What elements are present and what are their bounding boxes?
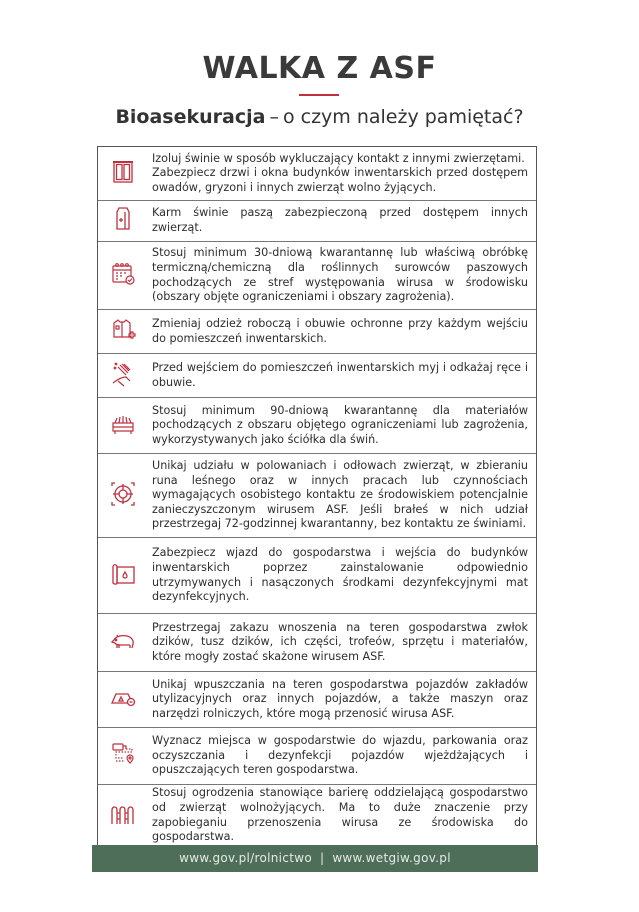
- rule-text: Wyznacz miejsca w gospodarstwie do wjazdu, parkowania oraz oczyszczania i dezynfekcji pojazdów wjeżdżających i opuszczających teren gospodarstwa.: [152, 734, 528, 777]
- rule-row: [98, 672, 536, 728]
- rule-text: Przestrzegaj zakazu wnoszenia na teren gospodarstwa zwłok dzików, tusz dzików, ich części, trofeów, sprzętu i materiałów, które mogły zostać skażone wirusem ASF.: [152, 620, 528, 663]
- rule-row: [98, 728, 536, 785]
- rule-text: Zabezpiecz wjazd do gospodarstwa i wejścia do budynków inwentarskich poprzez zainstalowanie odpowiednio utrzymywanych i nasączonych środkami dezynfekcyjnymi mat dezynfekcyjnych.: [152, 546, 528, 604]
- rule-row: [98, 201, 536, 242]
- protective-clothing-icon: [110, 317, 136, 347]
- disinfection-mat-icon: [110, 561, 136, 591]
- rule-text: Zabezpiecz drzwi i okna budynków inwentarskich przed dostępem owadów, gryzoni i innych zwierząt wolno żyjących.: [152, 166, 528, 194]
- footer-separator: |: [319, 851, 325, 865]
- rule-row: [98, 147, 536, 201]
- rule-row: [98, 454, 536, 538]
- feed-bag-icon: [110, 206, 136, 236]
- rule-text: Unikaj udziału w polowaniach i odłowach zwierząt, w zbieraniu runa leśnego oraz w innych pracach lub czynnościach wymagających osobistego kontaktu ze środowiskiem potencjalnie zanieczyszczonym wirusem ASF. Jeśli brałeś w nich udział przestrzegaj 72-godzinnej kwarantanny, bez kontaktu ze świniami.: [152, 459, 528, 531]
- title-divider: [299, 94, 339, 96]
- rule-text: Przed wejściem do pomieszczeń inwentarskich myj i odkażaj ręce i obuwie.: [152, 360, 528, 389]
- door-window-icon: [110, 159, 136, 189]
- rule-text: Stosuj minimum 30-dniową kwarantannę lub właściwą obróbkę termiczną/chemiczną dla roślinnych surowców paszowych pochodzących ze stref występowania wirusa w środowisku (obszary objęte ograniczeniami i obszary zagrożenia).: [152, 246, 528, 304]
- rule-text: Stosuj minimum 90-dniową kwarantannę dla materiałów pochodzących z obszaru objętego ograniczeniami lub zagrożenia, wykorzystywanych jako ściółka dla świń.: [152, 403, 528, 446]
- rule-row: [98, 785, 536, 846]
- rule-row: [98, 538, 536, 614]
- rule-text: Izoluj świnie w sposób wykluczający kontakt z innymi zwierzętami.: [152, 151, 525, 165]
- page-title: WALKA Z ASF: [202, 51, 437, 86]
- rule-row: [98, 242, 536, 310]
- rule-row: [98, 614, 536, 672]
- recycling-truck-icon: [110, 685, 136, 715]
- crosshair-target-icon: [110, 481, 136, 511]
- rule-text: Zmieniaj odzież roboczą i obuwie ochronne przy każdym wejściu do pomieszczeń inwentarskich.: [152, 316, 528, 345]
- rule-row: [98, 398, 536, 454]
- vehicle-route-icon: [110, 741, 136, 771]
- rule-text: Unikaj wpuszczania na teren gospodarstwa pojazdów zakładów utylizacyjnych oraz innych pojazdów, a także maszyn oraz narzędzi rolniczych, które mogą przenosić wirusa ASF.: [152, 677, 528, 720]
- wild-boar-icon: [110, 628, 136, 658]
- straw-bedding-icon: [110, 411, 136, 441]
- rule-row: [98, 354, 536, 398]
- wetgiw-link[interactable]: www.wetgiw.gov.pl: [332, 851, 451, 865]
- fence-icon: [110, 801, 136, 831]
- rule-row: [98, 310, 536, 354]
- subtitle-dash: –: [269, 106, 279, 128]
- calendar-check-icon: [110, 261, 136, 291]
- rule-text: Karm świnie paszą zabezpieczoną przed dostępem innych zwierząt.: [152, 206, 528, 234]
- subtitle-rest: o czym należy pamiętać?: [282, 106, 524, 128]
- subtitle-bold: Bioasekuracja: [115, 106, 266, 128]
- biosecurity-rules-table: [97, 146, 537, 847]
- gov-rolnictwo-link[interactable]: www.gov.pl/rolnictwo: [179, 851, 312, 865]
- page-subtitle: [0, 104, 639, 130]
- hand-wash-icon: [110, 361, 136, 391]
- footer-bar: [92, 845, 538, 872]
- rule-text: Stosuj ogrodzenia stanowiące barierę oddzielającą gospodarstwo od zwierząt wolnożyjących. Ma to duże znaczenie przy zapobieganiu przenoszenia wirusa ze środowiska do gospodarstwa.: [152, 786, 528, 844]
